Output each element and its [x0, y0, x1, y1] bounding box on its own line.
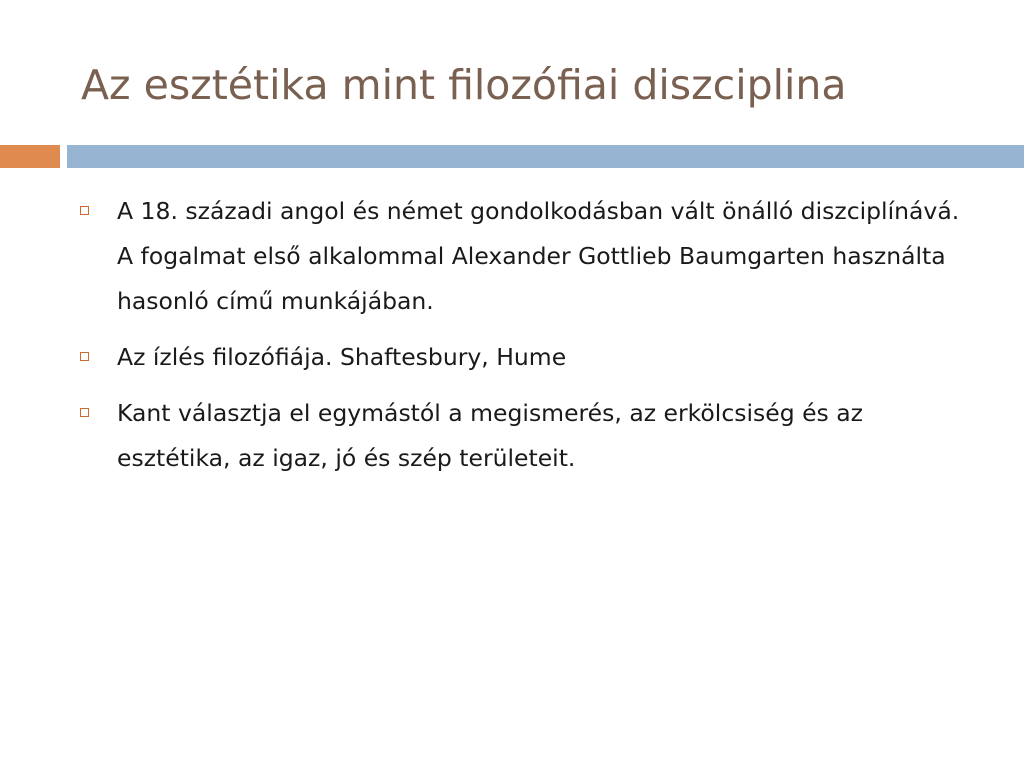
bullet-list: [80, 189, 980, 492]
bullet-item: [80, 391, 980, 481]
hollow-square-bullet-icon: [80, 352, 89, 361]
bullet-item: [80, 189, 980, 324]
bullet-text: Az ízlés filozófiája. Shaftesbury, Hume: [117, 343, 567, 371]
slide-title: Az esztétika mint filozófiai diszciplina: [81, 61, 847, 109]
title-accent-bar: [0, 145, 60, 168]
title-underline-bar: [67, 145, 1024, 168]
bullet-item: [80, 335, 980, 380]
bullet-text: A 18. századi angol és német gondolkodásban vált önálló diszciplínává. A fogalmat első alkalommal Alexander Gottlieb Baumgarten használta hasonló című munkájában.: [117, 197, 960, 315]
hollow-square-bullet-icon: [80, 408, 89, 417]
hollow-square-bullet-icon: [80, 206, 89, 215]
bullet-text: Kant választja el egymástól a megismerés, az erkölcsiség és az esztétika, az igaz, jó és szép területeit.: [117, 399, 864, 472]
